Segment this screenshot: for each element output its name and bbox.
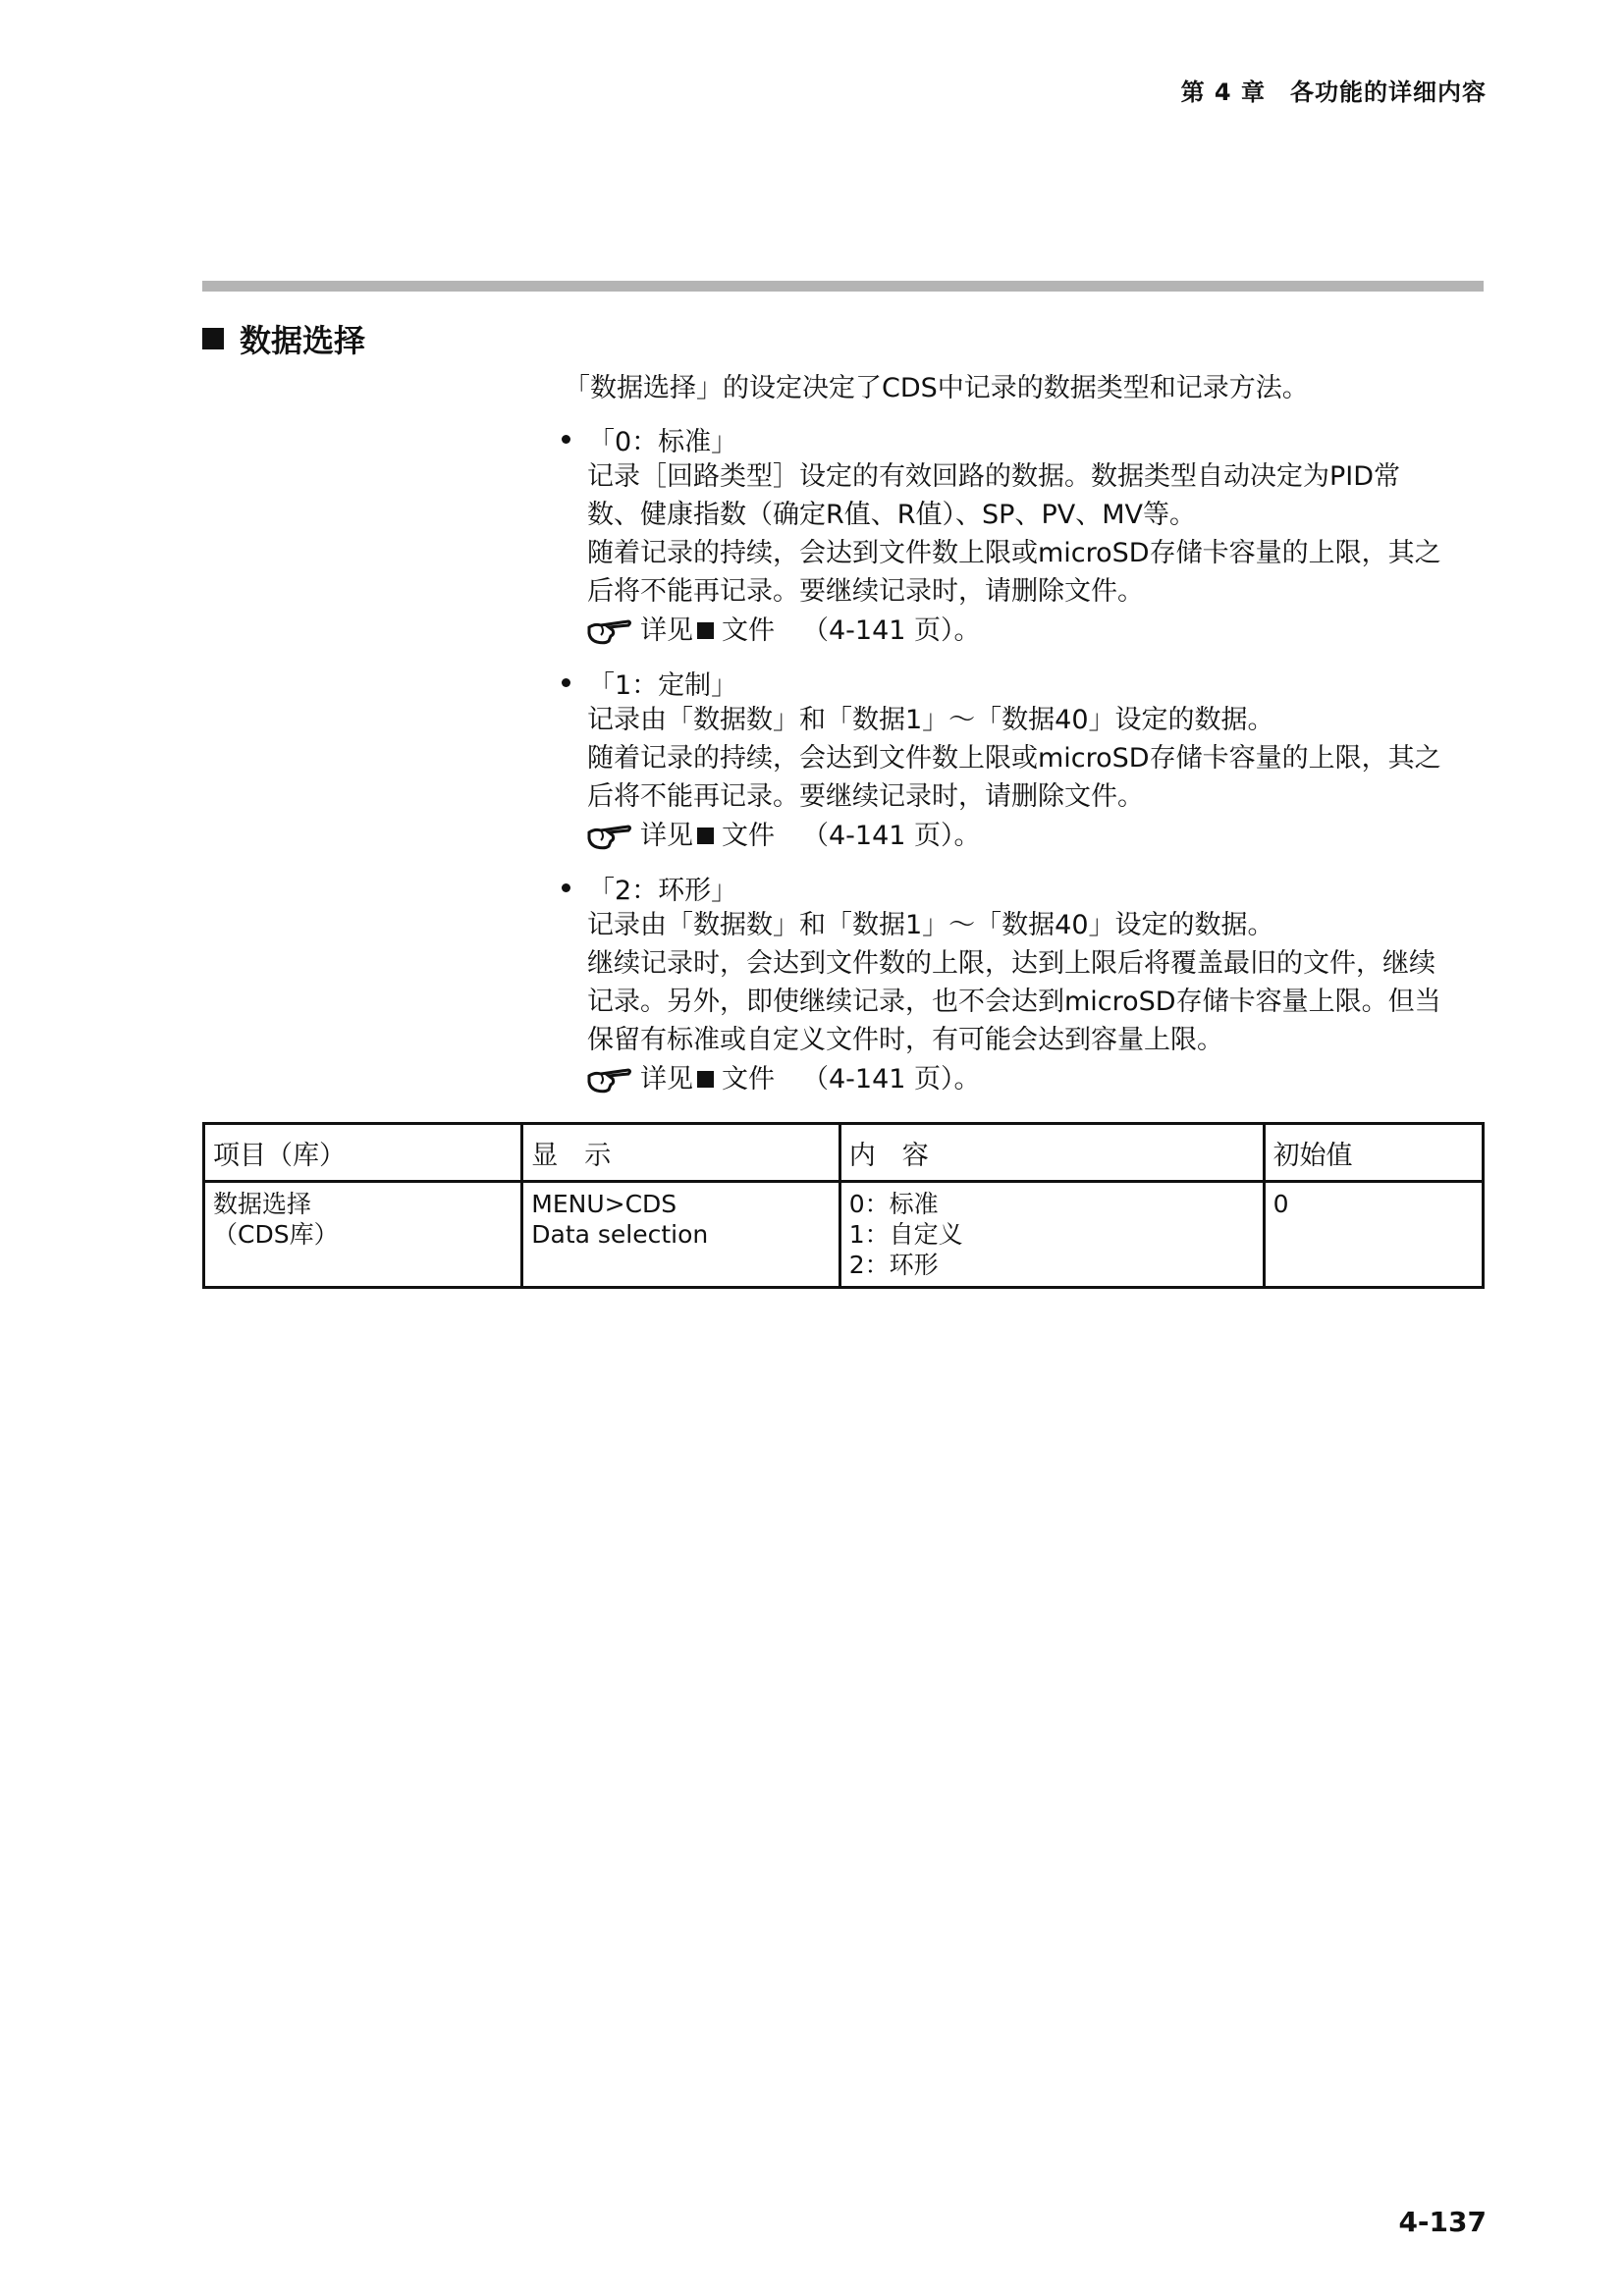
table-header-cell: 初始值 [1264,1124,1483,1182]
table-header-cell: 显 示 [522,1124,839,1182]
section-title-text: 数据选择 [240,322,366,359]
bullet-dot-icon [562,678,570,687]
reference-page: （4-141 页）。 [802,614,981,646]
content-option: 0：标准 [848,1190,939,1218]
reference-prefix: 详见 [640,614,693,646]
option-item [558,869,1481,1098]
option-line: 记录。另外，即使继续记录，也不会达到microSD存储卡容量上限。但当 [587,987,1441,1017]
table-header-cell: 内 容 [839,1124,1264,1182]
bullet-dot-icon [562,883,570,892]
option-line: 随着记录的持续，会达到文件数上限或microSD存储卡容量的上限，其之 [587,743,1441,774]
cross-reference[interactable] [587,1059,1481,1098]
option-line: 记录由「数据数」和「数据1」～「数据40」设定的数据。 [587,705,1274,735]
square-bullet-icon [697,622,714,639]
table-header-row [204,1124,1484,1182]
pointing-hand-icon [587,821,632,850]
reference-target: 文件 [722,614,775,646]
pointing-hand-icon [587,1064,632,1094]
square-bullet-icon [697,1071,714,1088]
chapter-header: 第 4 章 各功能的详细内容 [1180,79,1487,106]
initial-value-cell: 0 [1264,1182,1483,1288]
option-heading: 「2：环形」 [588,875,738,906]
reference-prefix: 详见 [640,820,693,851]
display-cell [522,1182,839,1288]
section-title [202,316,365,361]
reference-target: 文件 [722,1063,775,1095]
item-bank: （CDS库） [213,1220,339,1249]
settings-table [202,1122,1485,1289]
option-line: 继续记录时，会达到文件数的上限，达到上限后将覆盖最旧的文件，继续 [587,948,1435,979]
content-cell [839,1182,1264,1288]
option-line: 数、健康指数（确定R值、R值）、SP、PV、MV等。 [587,500,1196,530]
option-line: 后将不能再记录。要继续记录时，请删除文件。 [587,781,1144,812]
option-line: 记录由「数据数」和「数据1」～「数据40」设定的数据。 [587,910,1274,940]
option-item [558,420,1481,650]
intro-text: 「数据选择」的设定决定了CDS中记录的数据类型和记录方法。 [564,373,1309,403]
reference-target: 文件 [722,820,775,851]
option-line: 后将不能再记录。要继续记录时，请删除文件。 [587,576,1144,607]
section-divider [202,281,1484,292]
bullet-dot-icon [562,435,570,444]
option-line: 记录［回路类型］设定的有效回路的数据。数据类型自动决定为PID常 [587,461,1401,492]
reference-prefix: 详见 [640,1063,693,1095]
square-bullet-icon [697,828,714,844]
pointing-hand-icon [587,615,632,645]
option-heading: 「1：定制」 [588,669,738,701]
table-header-cell: 项目（库） [204,1124,522,1182]
cross-reference[interactable] [587,816,1481,855]
option-heading: 「0：标准」 [588,426,738,457]
content-option: 2：环形 [848,1251,939,1279]
item-cell [204,1182,522,1288]
page-number: 4-137 [1398,2206,1487,2238]
square-bullet-icon [202,328,224,349]
item-name: 数据选择 [213,1190,312,1218]
reference-page: （4-141 页）。 [802,820,981,851]
table-row [204,1182,1484,1288]
option-item [558,664,1481,855]
option-list [558,420,1481,1112]
option-line: 随着记录的持续，会达到文件数上限或microSD存储卡容量的上限，其之 [587,538,1441,568]
cross-reference[interactable] [587,611,1481,650]
display-path: MENU>CDS [531,1190,677,1218]
reference-page: （4-141 页）。 [802,1063,981,1095]
display-label: Data selection [531,1220,709,1249]
option-line: 保留有标准或自定义文件时，有可能会达到容量上限。 [587,1025,1223,1055]
content-option: 1：自定义 [848,1220,963,1249]
